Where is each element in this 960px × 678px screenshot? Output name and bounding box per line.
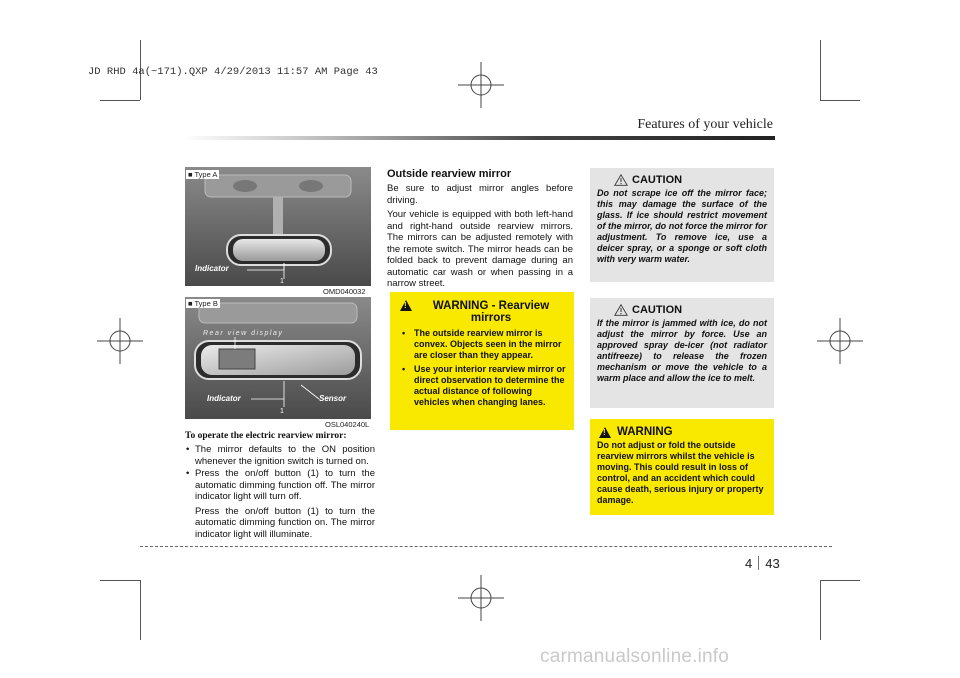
- print-slug: JD RHD 4a(~171).QXP 4/29/2013 11:57 AM Page 43: [88, 66, 378, 78]
- crop-mark: [820, 40, 821, 100]
- callout-number-b: 1: [280, 408, 284, 415]
- indicator-label-b: Indicator: [207, 394, 241, 403]
- paragraph: Be sure to adjust mirror angles before driving.: [387, 183, 573, 206]
- type-b-label: ■ Type B: [188, 299, 218, 308]
- warning-list: [390, 328, 574, 408]
- registration-mark-right: [817, 318, 863, 364]
- crop-mark: [820, 580, 860, 581]
- crop-mark: [820, 580, 821, 640]
- warning-item: • The outside rearview mirror is convex. Objects seen in the mirror are closer than they appear.: [398, 328, 566, 361]
- warning-header: [590, 419, 774, 438]
- operate-continuation: Press the on/off button (1) to turn the automatic dimming function on. The mirror indicator light will illuminate.: [195, 505, 375, 540]
- rear-view-display-label: Rear view display: [203, 330, 284, 337]
- warning-triangle-icon: [599, 427, 611, 438]
- crop-mark: [140, 580, 141, 640]
- page-number-value: 43: [765, 556, 780, 571]
- caution-text: If the mirror is jammed with ice, do not adjust the mirror by force. Use an approved spray de-icer (not radiator antifreeze) to release the frozen mechanism or move the vehicle to a warm place and allow the ice to melt.: [597, 318, 767, 383]
- warning-title: WARNING: [617, 426, 673, 438]
- warning-item: • Use your interior rearview mirror or direct observation to determine the actual distance of following vehicles when changing lanes.: [398, 364, 566, 408]
- figure-type-a: [185, 167, 371, 286]
- warning-box-rearview: [390, 292, 574, 430]
- caution-box-jammed: [590, 298, 774, 408]
- warning-title: WARNING - Rearview mirrors: [432, 300, 550, 324]
- watermark: carmanualsonline.info: [540, 646, 730, 667]
- operate-bullet: • Press the on/off button (1) to turn the automatic dimming function off. The mirror indicator light will turn off.: [185, 468, 375, 503]
- figure-code-b: OSL040240L: [325, 420, 370, 429]
- section-title: Outside rearview mirror: [387, 168, 512, 180]
- registration-mark-bottom: [458, 575, 504, 621]
- warning-text: Do not adjust or fold the outside rearview mirrors whilst the vehicle is moving. This could result in loss of control, and an accident which could cause death, serious injury or property damage.: [597, 440, 764, 505]
- callout-number-a: 1: [280, 278, 284, 285]
- registration-mark-top: [458, 62, 504, 108]
- caution-triangle-icon: [614, 304, 628, 316]
- sensor-label-b: Sensor: [319, 394, 347, 403]
- caution-triangle-icon: [614, 174, 628, 186]
- footer-divider: [140, 546, 832, 547]
- operate-bullets: [185, 444, 375, 540]
- type-a-label: ■ Type A: [188, 170, 218, 179]
- caution-header: [590, 298, 774, 316]
- indicator-label-a: Indicator: [195, 264, 229, 273]
- header-rule: [183, 136, 775, 140]
- crop-mark: [820, 100, 860, 101]
- figure-code-a: OMD040032: [323, 287, 366, 296]
- caution-title: CAUTION: [632, 174, 683, 186]
- caution-box-ice-scrape: [590, 168, 774, 282]
- caution-title: CAUTION: [632, 304, 683, 316]
- crop-mark: [100, 100, 140, 101]
- page-number-separator: [758, 556, 759, 570]
- operate-title: To operate the electric rearview mirror:: [185, 431, 347, 441]
- page-number: [745, 556, 780, 571]
- warning-box-fold: [590, 419, 774, 515]
- registration-mark-left: [97, 318, 143, 364]
- caution-header: [590, 168, 774, 186]
- operate-bullet: • The mirror defaults to the ON position whenever the ignition switch is turned on.: [185, 444, 375, 467]
- paragraph: Your vehicle is equipped with both left-hand and right-hand outside rearview mirrors. The mirrors can be adjusted remotely with the remote switch. The mirror heads can be folded back to prevent damage during an automatic car wash or when passing in a narrow street.: [387, 209, 573, 289]
- running-header: Features of your vehicle: [637, 117, 773, 132]
- chapter-number: 4: [745, 556, 753, 571]
- warning-triangle-icon: [400, 300, 412, 311]
- figure-type-b: [185, 297, 371, 419]
- crop-mark: [100, 580, 140, 581]
- warning-header: [390, 292, 574, 324]
- caution-text: Do not scrape ice off the mirror face; this may damage the surface of the glass. If ice should restrict movement of the mirror, do not force the mirror for adjustment. To remove ice, use a deicer spray, or a sponge or soft cloth with very warm water.: [597, 188, 767, 264]
